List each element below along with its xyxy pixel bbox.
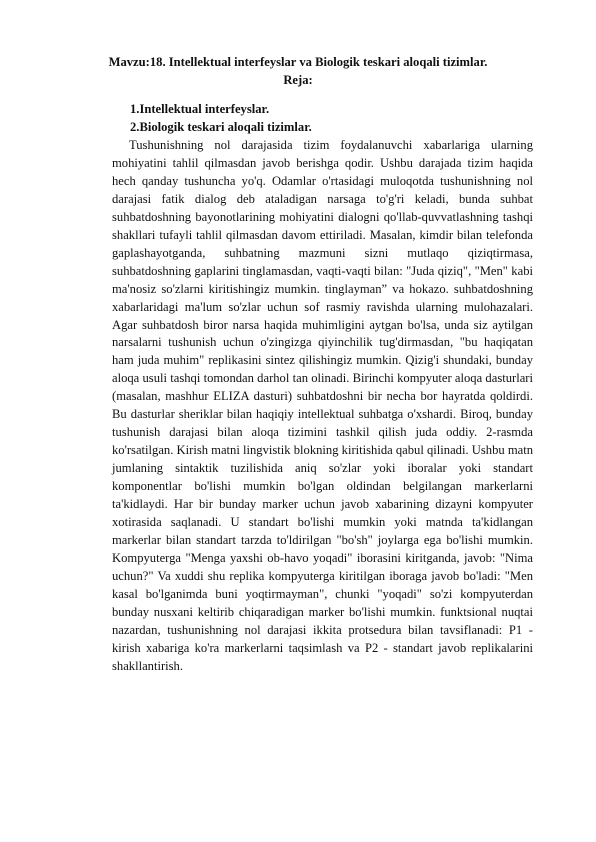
document-title: Mavzu:18. Intellektual interfeyslar va Biologik teskari aloqali tizimlar. bbox=[108, 55, 488, 69]
plan-heading: Reja: bbox=[283, 73, 313, 87]
plan-item-2: 2.Biologik teskari aloqali tizimlar. bbox=[130, 120, 312, 134]
body-paragraph: Tushunishning nol darajasida tizim foydalanuvchi xabarlariga ularning mohiyatini tahlil qilmasdan javob berishga qodir. Ushbu darajada tizim haqida hech qanday tushuncha yo'q. Odamlar o'rtasidagi muloqotda tushunishning nol darajasi fatik dialog deb ataladigan narsaga to'g'ri keladi, bunda suhbat suhbatdoshning bayonotlarining mohiyatini dialogni qo'llab-quvvatlashning tashqi shakllari tufayli tahlil qilmasdan davom ettiriladi. Masalan, kimdir bilan telefonda gaplashayotganda, suhbatning mazmuni sizni mutlaqo qiziqtirmasa, suhbatdoshning gaplarini tinglamasdan, vaqti-vaqti bilan: "Juda qiziq", "Men" kabi ma'nosiz so'zlarni kiritishingiz mumkin. tinglayman” va hokazo. suhbatdoshning xabarlaridagi ma'lum so'zlar uchun sof rasmiy ravishda ularning mulohazalari. Agar suhbatdosh biror narsa haqida muhimligini aytgan bo'lsa, unda siz aytilgan narsalarni tushunish uchun o'zingizga qiyinchilik tug'dirmasdan, "bu haqiqatan ham juda muhim" replikasini sintez qilishingiz mumkin. Qizig'i shundaki, bunday aloqa usuli tashqi tomondan darhol tan olinadi. Birinchi kompyuter aloqa dasturlari (masalan, mashhur ELIZA dasturi) suhbatdoshni bir necha bor hayratda qoldirdi. Bu dasturlar sheriklar bilan haqiqiy intellektual suhbatga o'xshardi. Biroq, bunday tushunish darajasi bilan aloqa tizimini tashkil qilish juda oddiy. 2-rasmda ko'rsatilgan. Kirish matni lingvistik blokning kiritishida qabul qilinadi. Ushbu matn jumlaning sintaktik tuzilishida aniq so'zlar yoki iboralar yoki standart komponentlar bo'lishi mumkin bo'lgan oldindan belgilangan markerlarni ta'kidlaydi. Har bir bunday marker uchun javob xabarining dizayni kompyuter xotirasida saqlanadi. U standart bo'lishi mumkin yoki matnda ta'kidlangan markerlar bilan standart tarzda to'ldirilgan "bo'sh" joylarga ega bo'lishi mumkin. Kompyuterga "Menga yaxshi ob-havo yoqadi" iborasini kiritganda, javob: "Nima uchun?" Va xuddi shu replika kompyuterga kiritilgan iboraga javob bo'ladi: "Men kasal bo'lganimda buni yoqtirmayman", chunki "yoqadi" so'zi kompyuterdan bunday nusxani keltirib chiqaradigan marker bo'lishi mumkin. funktsional nuqtai nazardan, tushunishning nol darajasi ikkita protsedura bilan tavsiflanadi: P1 - kirish xabariga ko'ra markerlarni taqsimlash va P2 - standart javob replikalarini shakllantirish. bbox=[112, 138, 533, 673]
plan-item-1: 1.Intellektual interfeyslar. bbox=[130, 102, 270, 116]
plan-list bbox=[130, 100, 312, 136]
